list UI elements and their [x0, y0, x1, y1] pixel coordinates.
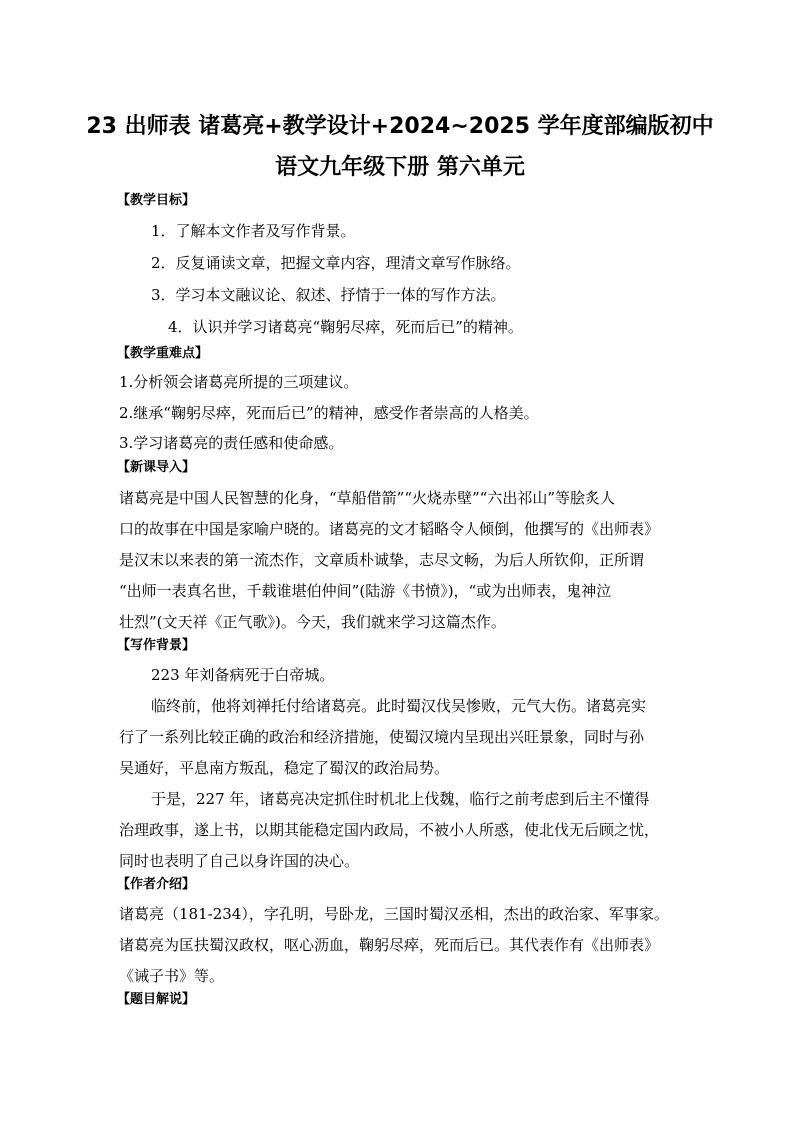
section-heading-author: 【作者介绍】 [117, 877, 196, 892]
background-line: 223 年刘备病死于白帝城。 [151, 666, 335, 684]
intro-line: 口的故事在中国是家喻户晓的。诸葛亮的文才韬略令人倾倒，他撰写的《出师表》 [119, 520, 660, 538]
author-line: 《诫子书》等。 [119, 967, 225, 985]
background-line: 同时也表明了自己以身许国的决心。 [119, 852, 360, 870]
intro-line: 诸葛亮是中国人民智慧的化身，“草船借箭”“火烧赤壁”“六出祁山”等脍炙人 [119, 489, 616, 507]
section-heading-title-explain: 【题目解说】 [117, 992, 196, 1007]
author-line: 诸葛亮（181-234），字孔明，号卧龙，三国时蜀汉丞相，杰出的政治家、军事家。 [119, 905, 669, 923]
objective-item: 2．反复诵读文章，把握文章内容，理清文章写作脉络。 [151, 254, 521, 272]
document-title-line-1: 23 出师表 诸葛亮+教学设计+2024~2025 学年度部编版初中 [86, 114, 714, 139]
key-point-item: 1.分析领会诸葛亮所提的三项建议。 [119, 373, 359, 391]
section-heading-intro: 【新课导入】 [117, 460, 196, 475]
section-heading-key-points: 【教学重难点】 [117, 346, 209, 361]
intro-line: 是汉末以来表的第一流杰作，文章质朴诚挚，志尽文畅，为后人所钦仰，正所谓 [119, 551, 645, 569]
section-heading-objectives: 【教学目标】 [117, 193, 196, 208]
background-line: 于是，227 年，诸葛亮决定抓住时机北上伐魏，临行之前考虑到后主不懂得 [151, 790, 650, 808]
intro-line: 壮烈”(文天祥《正气歌》)。今天，我们就来学习这篇杰作。 [119, 613, 506, 631]
objective-item: 4．认识并学习诸葛亮“鞠躬尽瘁，死而后已”的精神。 [168, 318, 523, 336]
author-line: 诸葛亮为匡扶蜀汉政权，呕心沥血，鞠躬尽瘁，死而后已。其代表作有《出师表》 [119, 936, 660, 954]
key-point-item: 3.学习诸葛亮的责任感和使命感。 [119, 434, 344, 452]
objective-item: 3．学习本文融议论、叙述、抒情于一体的写作方法。 [151, 286, 506, 304]
background-line: 临终前，他将刘禅托付给诸葛亮。此时蜀汉伐吴惨败，元气大伤。诸葛亮实 [151, 697, 647, 715]
document-title-line-2: 语文九年级下册 第六单元 [275, 155, 525, 180]
section-heading-background: 【写作背景】 [117, 638, 196, 653]
key-point-item: 2.继承“鞠躬尽瘁，死而后已”的精神，感受作者崇高的人格美。 [119, 404, 539, 422]
background-line: 治理政事，遂上书，以期其能稳定国内政局，不被小人所惑，使北伐无后顾之忧， [119, 821, 660, 839]
background-line: 行了一系列比较正确的政治和经济措施，使蜀汉境内呈现出兴旺景象，同时与孙 [119, 728, 645, 746]
intro-line: “出师一表真名世，千载谁堪伯仲间”(陆游《书愤》)，“或为出师表，鬼神泣 [119, 582, 612, 600]
background-line: 吴通好，平息南方叛乱，稳定了蜀汉的政治局势。 [119, 759, 450, 777]
objective-item: 1．了解本文作者及写作背景。 [151, 222, 356, 240]
